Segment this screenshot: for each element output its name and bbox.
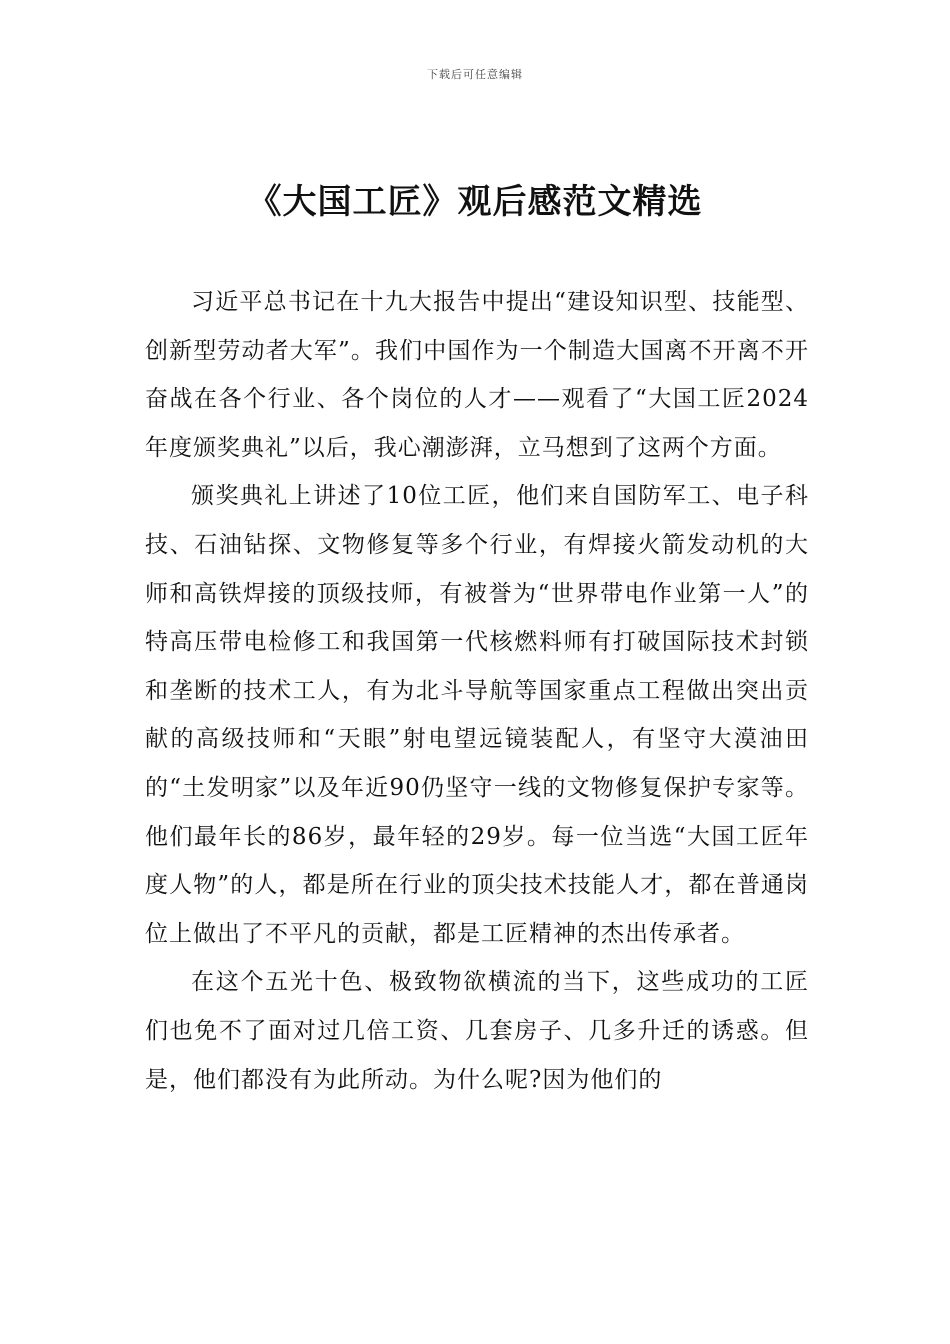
page-header-note: 下载后可任意编辑 (427, 68, 523, 81)
document-body (145, 278, 809, 1104)
paragraph-1: 习近平总书记在十九大报告中提出“建设知识型、技能型、创新型劳动者大军”。我们中国作为一个制造大国离不开离不开奋战在各个行业、各个岗位的人才——观看了“大国工匠2024年度颁奖典礼”以后，我心潮澎湃，立马想到了这两个方面。 (145, 289, 809, 461)
paragraph-2: 颁奖典礼上讲述了10位工匠，他们来自国防军工、电子科技、石油钻探、文物修复等多个行业，有焊接火箭发动机的大师和高铁焊接的顶级技师，有被誉为“世界带电作业第一人”的特高压带电检修工和我国第一代核燃料师有打破国际技术封锁和垄断的技术工人，有为北斗导航等国家重点工程做出突出贡献的高级技师和“天眼”射电望远镜装配人，有坚守大漠油田的“土发明家”以及年近90仍坚守一线的文物修复保护专家等。他们最年长的86岁，最年轻的29岁。每一位当选“大国工匠年度人物”的人，都是所在行业的顶尖技术技能人才，都在普通岗位上做出了不平凡的贡献，都是工匠精神的杰出传承者。 (145, 483, 809, 947)
paragraph-3: 在这个五光十色、极致物欲横流的当下，这些成功的工匠们也免不了面对过几倍工资、几套房子、几多升迁的诱惑。但是，他们都没有为此所动。为什么呢?因为他们的 (145, 969, 809, 1093)
document-title: 《大国工匠》观后感范文精选 (247, 182, 703, 222)
